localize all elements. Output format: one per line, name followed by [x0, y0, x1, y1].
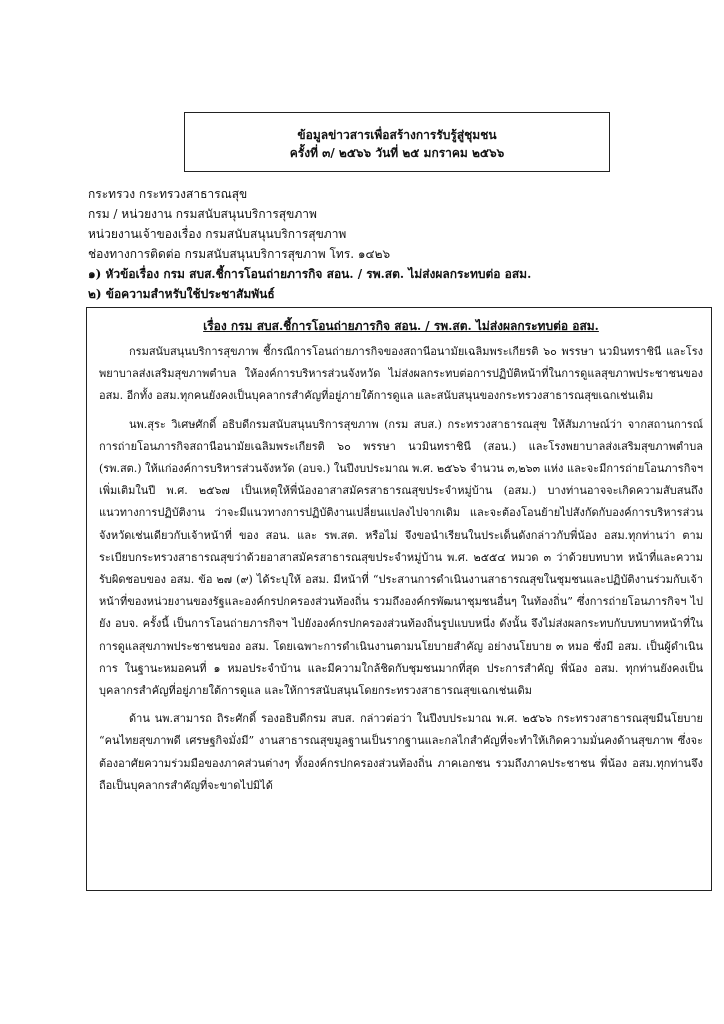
- issue-date-line: ครั้งที่ ๓/ ๒๕๖๖ วันที่ ๒๕ มกราคม ๒๕๖๖: [289, 146, 505, 160]
- pr-content-box: [86, 307, 712, 891]
- pr-heading: ๒) ข้อความสำหรับใช้ประชาสัมพันธ์: [88, 287, 275, 301]
- paragraph-2: นพ.สุระ วิเศษศักดิ์ อธิบดีกรมสนับสนุนบริการสุขภาพ (กรม สบส.) กระทรวงสาธารณสุข ให้สัมภาษณ์ว่า จากสถานการณ์การถ่ายโอนภารกิจสถานีอนามัยเฉลิมพระเกียรติ ๖๐ พรรษา นวมินทราชินี (สอน.) และโรงพยาบาลส่งเสริมสุขภาพตำบล (รพ.สต.) ให้แก่องค์การบริหารส่วนจังหวัด (อบจ.) ในปีงบประมาณ พ.ศ. ๒๕๖๖ จำนวน ๓,๒๖๓ แห่ง และจะมีการถ่ายโอนภารกิจฯ เพิ่มเติมในปี พ.ศ. ๒๕๖๗ เป็นเหตุให้พี่น้องอาสาสมัครสาธารณสุขประจำหมู่บ้าน (อสม.) บางท่านอาจจะเกิดความสับสนถึงแนวทางการปฏิบัติงาน ว่าจะมีแนวทางการปฏิบัติงานเปลี่ยนแปลงไปจากเดิม และจะต้องโอนย้ายไปสังกัดกับองค์การบริหารส่วนจังหวัดเช่นเดียวกับเจ้าหน้าที่ ของ สอน. และ รพ.สต. หรือไม่ จึงขอนำเรียนในประเด็นดังกล่าวกับพี่น้อง อสม.ทุกท่านว่า ตามระเบียบกระทรวงสาธารณสุขว่าด้วยอาสาสมัครสาธารณสุขประจำหมู่บ้าน พ.ศ. ๒๕๕๔ หมวด ๓ ว่าด้วยบทบาท หน้าที่และความรับผิดชอบของ อสม. ข้อ ๒๗ (๙) ได้ระบุให้ อสม. มีหน้าที่ “ประสานการดำเนินงานสาธารณสุขในชุมชนและปฏิบัติงานร่วมกับเจ้าหน้าที่ของหน่วยงานของรัฐและองค์กรปกครองส่วนท้องถิ่น รวมถึงองค์กรพัฒนาชุมชนอื่นๆ ในท้องถิ่น” ซึ่งการถ่ายโอนภารกิจฯ ไปยัง อบจ. ครั้งนี้ เป็นการโอนถ่ายภารกิจฯ ไปยังองค์กรปกครองส่วนท้องถิ่นรูปแบบหนึ่ง ดังนั้น จึงไม่ส่งผลกระทบกับบทบาทหน้าที่ในการดูแลสุขภาพประชาชนของ อสม. โดยเฉพาะการดำเนินงานตามนโยบายสำคัญ อย่างนโยบาย ๓ หมอ ซึ่งมี อสม. เป็นผู้ดำเนินการ ในฐานะหมอคนที่ ๑ หมอประจำบ้าน และมีความใกล้ชิดกับชุมชนมากที่สุด ประการสำคัญ พี่น้อง อสม. ทุกท่านยังคงเป็นบุคลากรสำคัญที่อยู่ภายใต้การดูแล และให้การสนับสนุนโดยกระทรวงสาธารณสุขเฉกเช่นเดิม: [99, 417, 703, 698]
- ministry-line: กระทรวง กระทรวงสาธารณสุข: [88, 187, 248, 201]
- department-line: กรม / หน่วยงาน กรมสนับสนุนบริการสุขภาพ: [88, 207, 317, 221]
- topic-heading: ๑) หัวข้อเรื่อง กรม สบส.ชี้การโอนถ่ายภารกิจ สอน. / รพ.สต. ไม่ส่งผลกระทบต่อ อสม.: [88, 267, 532, 281]
- paragraph-3: ด้าน นพ.สามารถ ถิระศักดิ์ รองอธิบดีกรม สบส. กล่าวต่อว่า ในปีงบประมาณ พ.ศ. ๒๕๖๖ กระทรวงสาธารณสุขมีนโยบาย “คนไทยสุขภาพดี เศรษฐกิจมั่งมี” งานสาธารณสุขมูลฐานเป็นรากฐานและกลไกสำคัญที่จะทำให้เกิดความมั่นคงด้านสุขภาพ ซึ่งจะต้องอาศัยความร่วมมือของภาคส่วนต่างๆ ทั้งองค์กรปกครองส่วนท้องถิ่น ภาคเอกชน รวมถึงภาคประชาชน พี่น้อง อสม.ทุกท่านจึงถือเป็นบุคลากรสำคัญที่จะขาดไปมิได้: [99, 712, 703, 792]
- paragraph-1: กรมสนับสนุนบริการสุขภาพ ชี้กรณีการโอนถ่ายภารกิจของสถานีอนามัยเฉลิมพระเกียรติ ๖๐ พรรษา นวมินทราชินี และโรงพยาบาลส่งเสริมสุขภาพตำบล ให้องค์การบริหารส่วนจังหวัด ไม่ส่งผลกระทบต่อการปฏิบัติหน้าที่ในการดูแลสุขภาพประชาชนของ อสม. อีกทั้ง อสม.ทุกคนยังคงเป็นบุคลากรสำคัญที่อยู่ภายใต้การดูแล และสนับสนุนของกระทรวงสาธารณสุขเฉกเช่นเดิม: [99, 345, 703, 403]
- owner-line: หน่วยงานเจ้าของเรื่อง กรมสนับสนุนบริการสุขภาพ: [88, 227, 347, 241]
- document-header-box: [184, 112, 610, 172]
- document-meta: [88, 184, 648, 304]
- content-title: เรื่อง กรม สบส.ชี้การโอนถ่ายภารกิจ สอน. / รพ.สต. ไม่ส่งผลกระทบต่อ อสม.: [203, 319, 599, 333]
- contact-line: ช่องทางการติดต่อ กรมสนับสนุนบริการสุขภาพ โทร. ๑๔๒๖: [88, 247, 391, 261]
- document-title: ข้อมูลข่าวสารเพื่อสร้างการรับรู้สู่ชุมชน: [297, 128, 497, 142]
